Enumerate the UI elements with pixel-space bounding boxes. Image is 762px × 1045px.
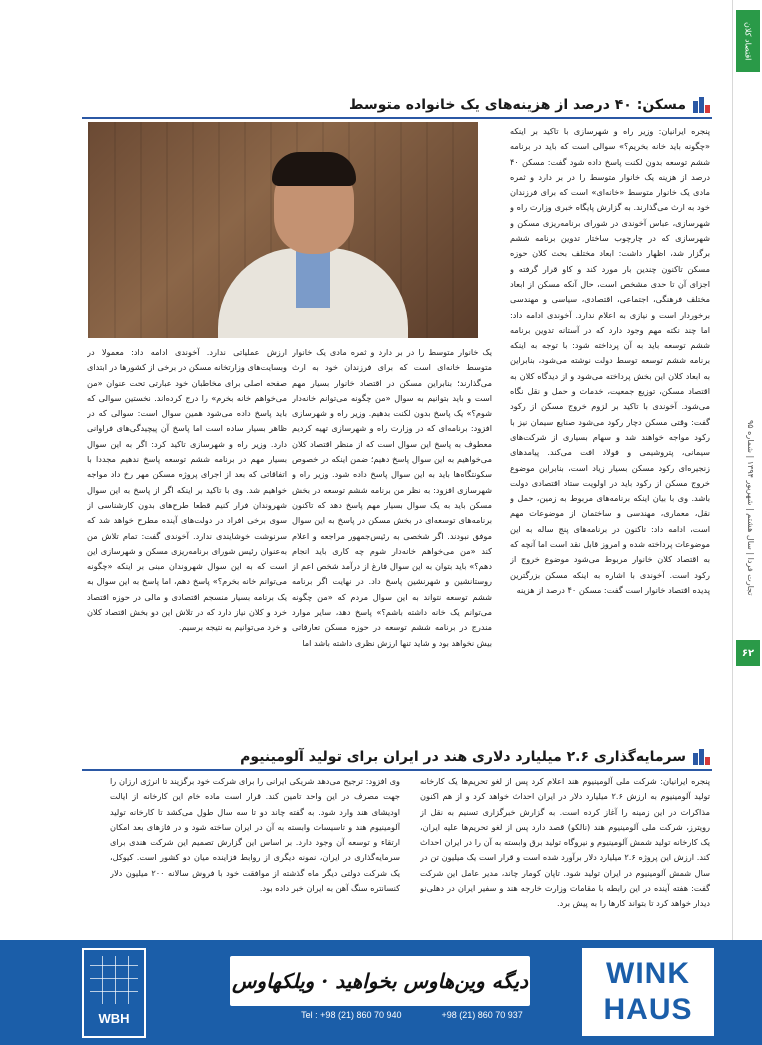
ad-tel: Tel : +98 (21) 860 70 940 — [301, 1010, 402, 1020]
running-head: تجارت فردا | سال هشتم | شهریور ۱۳۹۴ | شماره ۹۵ — [746, 420, 755, 596]
section-label: اقتصاد کلان — [743, 21, 753, 61]
article1-title: مسکن: ۴۰ درصد از هزینه‌های یک خانواده متوسط — [348, 97, 686, 113]
ad-script-text — [230, 956, 530, 1006]
person-figure — [218, 138, 408, 338]
wbh-logo — [82, 948, 146, 1038]
article1-col1-text: پنجره ایرانیان: وزیر راه و شهرسازی با تاکید بر اینکه «چگونه باید خانه بخریم؟» سوالی است که باید در برنامه ششم توسعه بدون لکنت پاسخ داده شود گفت: مسکن ۴۰ درصد از هزینه یک خانوار متوسط را در بر دارد و ثمره مادی یک خانوار متوسط «خانه‌ای» است که برای فرزندان خود به ارث می‌گذارند. به گزارش پایگاه خبری وزارت راه و شهرسازی، عباس آخوندی در شورای برنامه‌ریزی مسکن و شهرسازی که در چارچوب ساختار تدوین برنامه ششم برگزار شد، اظهار داشت: ابعاد مختلف بحث کلان حوزه مسکن تاکنون چندین بار مورد کند و کاو قرار گرفته و اجزای آن تا حدی مشخص است، حال آنکه مسکن از ابعاد مختلف فرهنگی، اجتماعی، اقتصادی، سیاسی و مهندسی برخوردار است و نیازی به اعلام ندارد. آخوندی ادامه داد: اما چند نکته مهم وجود دارد که در آستانه تدوین برنامه ششم توسعه باید به آن پرداخته شود: با توجه به اینکه برنامه ششم توسعه توسط دولت نوشته می‌شود، بنابراین به ابعاد کلان این بخش پرداخته می‌شود و از دیدگاه کلان به اقتصاد مسکن، توزیع جمعیت، خدمات و حمل و نقل نگاه می‌شود. آخوندی با تاکید بر لزوم خروج مسکن از رکود گفت: وقتی مسکن دچار رکود می‌شود صنایع سیمان نیز با رکود مواجه خواهند شد و سهام بسیاری از شرکت‌های سیمانی، پتروشیمی و فولاد افت می‌کند. پیامدهای زنجیره‌ای رکود مسکن بسیار زیاد است، بنابراین موضوع خروج مسکن از رکود باید در اولویت ستاد اقتصادی دولت باشد. وی با بیان اینکه برنامه‌های مربوط به زمین، حمل و نقل، معماری، مهندسی و ساختمان از موضوعات مهم است، ادامه داد: تاکنون در برنامه‌های پنج ساله به این موضوعات پرداخته شده و امروز قابل نقد است اما آنچه که به اقتصاد کلان خانوار مربوط می‌شود موضوع خروج از رکود است. آخوندی با اشاره به اینکه مسکن بزرگترین پدیده اقتصاد خانوار است گفت: مسکن ۴۰ درصد از هزینه — [510, 126, 710, 595]
winkhaus-logo — [582, 948, 714, 1036]
bar-chart-icon — [692, 97, 710, 113]
ad-phones — [262, 1010, 562, 1020]
article1-photo — [88, 122, 478, 338]
article1-column-1 — [510, 124, 710, 734]
page-number: ۶۲ — [736, 640, 760, 666]
margin-strip — [732, 0, 762, 1045]
article2-title-bar — [240, 745, 710, 769]
article1-column-3 — [87, 345, 287, 735]
advertisement-banner — [0, 940, 762, 1045]
article1-col3-text: ارزش عملیاتی ندارد. آخوندی ادامه داد: معمولا در وبسایت‌های وزارتخانه مسکن در برخی از کشورها در ابتدای صفحه اصلی برای مخاطبان خود عبارتی تحت عنوان «من می‌خواهم خانه بخرم» را درج کرده‌اند. نخستین سوالی که باید پاسخ داده می‌شود همین سوال است: سوالی که در ظاهر بسیار ساده است اما پاسخ آن پیچیدگی‌های فراوانی دارد. وزیر راه و شهرسازی تاکید کرد: اگر به این سوال بسیار مهم در برنامه ششم توسعه پاسخ ندهیم مجددا با اتفاقاتی که بعد از اجرای پروژه مسکن مهر رخ داد مواجه خواهیم شد. وی با تاکید بر اینکه اگر از پاسخ به این سوال شهروندان فرار کنیم قطعا طرح‌های بدون کارشناسی از سوی برخی افراد در دولت‌های آینده مطرح خواهد شد که سرنوشت خوشایندی ندارد. آخوندی گفت: تمام تلاش من به‌عنوان رئیس شورای برنامه‌ریزی مسکن و شهرسازی این است که به این سوال شهروندان مبنی بر اینکه «چگونه می‌توانم خانه بخرم؟» پاسخ دهم، اما پاسخ به این سوال به یک برنامه بسیار منسجم اقتصادی و مالی در حوزه اقتصاد خرد و کلان نیاز دارد که در تلاش این دو بخش اقتصاد کلان و خرد می‌توانیم به نتیجه برسیم. — [87, 347, 287, 633]
article2-title: سرمایه‌گذاری ۲.۶ میلیارد دلاری هند در ایران برای تولید آلومینیوم — [240, 749, 686, 765]
article1-col2-text: یک خانوار متوسط را در بر دارد و ثمره مادی یک خانوار متوسط خانه‌ای است که برای فرزندان خود به ارث می‌گذارند؛ بنابراین مسکن در اقتصاد خانوار بسیار مهم است و باید بتوانیم به سوال «من چگونه می‌توانم خانه‌دار شوم؟» یک پاسخ بدون لکنت بدهیم. وزیر راه و شهرسازی افزود: برنامه‌ای که در وزارت راه و شهرسازی تهیه کردیم معطوف به پاسخ این سوال است که از منظر اقتصاد کلان می‌خواهیم به این سوال پاسخ دهیم؛ ضمن اینکه در خصوص سکونتگاه‌ها باید به این سوال پاسخ داده شود. وزیر راه و شهرسازی افزود: به نظر من برنامه ششم توسعه در بخش مسکن باید به یک سوال بسیار مهم پاسخ دهد که تاکنون برنامه‌های توسعه‌ای در بخش مسکن در پاسخ به این سوال موفق نبودند. اگر شخصی به رئیس‌جمهور مراجعه و اعلام کند «من می‌خواهم خانه‌دار شوم چه کاری باید انجام دهم؟» باید بتوان به این سوال فارغ از درآمد شخص اعم از روستانشین و شهرنشین پاسخ داد. در نهایت اگر برنامه ششم توسعه نتواند به این سوال مردم که «من چگونه می‌توانم یک خانه داشته باشم؟» پاسخ دهد، سایر موارد مندرج در برنامه ششم توسعه در حوزه مسکن تعارفاتی بیش نخواهد بود و شاید تنها ارزش نظری داشته باشد اما — [292, 347, 492, 648]
article1-title-bar — [210, 93, 710, 117]
article2-col1-text: پنجره ایرانیان: شرکت ملی آلومینیوم هند اعلام کرد پس از لغو تحریم‌ها یک کارخانه تولید آلومینیوم به ارزش ۲.۶ میلیارد دلار در ایران احداث خواهد کرد و از هم اکنون مذاکرات در این زمینه را آغاز کرده است. به گزارش خبرگزاری تسنیم به نقل از رویترز، شرکت ملی آلومینیوم هند (نالکو) قصد دارد پس از لغو تحریم‌ها علیه ایران، یک کارخانه تولید شمش آلومینیوم و نیروگاه تولید برق وابسته به آن را در ایران احداث کند. ارزش این پروژه ۲.۶ میلیارد دلار برآورد شده است و قرار است یک میلیون تن در سال شمش آلومینیوم در ایران تولید شود. تاپان کومار چاند، مدیر عامل این شرکت گفت: هفته آینده در این رابطه با مقامات وزارت خارجه هند و سفیر ایران در دهلی‌نو دیدار خواهد کرد تا بتواند کارها را به پیش برد. — [420, 776, 710, 909]
title-divider — [82, 769, 712, 771]
section-tab — [736, 10, 760, 72]
article2-column-1 — [420, 774, 710, 934]
article2-column-2 — [110, 774, 400, 934]
bar-chart-icon — [692, 749, 710, 765]
title-divider — [82, 117, 712, 119]
ad-phone-2: +98 (21) 860 70 937 — [441, 1010, 523, 1020]
wbh-logo-text: WBH — [98, 1011, 130, 1026]
article2-col2-text: وی افزود: ترجیح می‌دهد شریکی ایرانی را برای شرکت خود برگزیند تا انرژی ارزان را جهت مصرف در این واحد تامین کند. قرار است ماده خام این کارخانه از ایالت اودیشای هند وارد شود. به گفته چاند دو تا سه سال طول می‌کشد تا کارخانه تولید آلومینیوم هند و تاسیسات وابسته به آن در ایران ساخته شود و در فازهای بعد امکان ارتقاء و توسعه آن وجود دارد. بر اساس این گزارش تصمیم این شرکت هندی برای سرمایه‌گذاری در ایران، نمونه دیگری از روابط فزاینده میان دو کشور است. کیوکل، یک شرکت دولتی دیگر ماه گذشته از موافقت خود با فروش سالانه ۲۰۰ میلیون دلار کنسانتره سنگ آهن به ایران خبر داده بود. — [110, 776, 400, 894]
article1-column-2 — [292, 345, 492, 735]
winkhaus-line-2: HAUS — [603, 993, 693, 1026]
ad-script-label: دیگه وین‌هاوس بخواهید · ویلکهاوس — [232, 969, 528, 993]
winkhaus-line-1: WINK — [606, 957, 690, 990]
